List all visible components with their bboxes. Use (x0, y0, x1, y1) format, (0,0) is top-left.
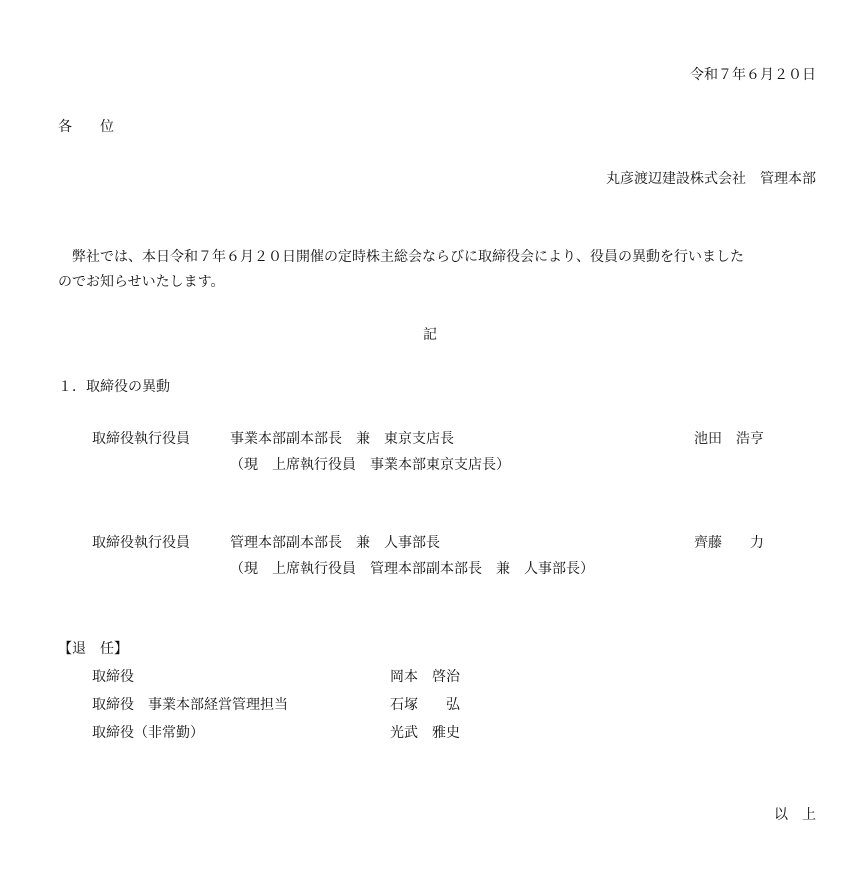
entry-name: 齊藤 力 (694, 535, 764, 551)
section-heading-retirement: 【退 任】 (58, 641, 128, 657)
record-mark: 記 (423, 327, 437, 343)
closing-mark: 以 上 (774, 807, 816, 823)
entry-current-position: （現 上席執行役員 管理本部副本部長 兼 人事部長） (230, 561, 594, 577)
entry-new-position: 事業本部副本部長 兼 東京支店長 (230, 431, 454, 447)
document-date: 令和７年６月２０日 (690, 67, 816, 83)
retirement-position: 取締役 (92, 669, 134, 685)
entry-title: 取締役執行役員 (92, 535, 190, 551)
intro-line-2: のでお知らせいたします。 (58, 274, 225, 290)
retirement-position: 取締役 事業本部経営管理担当 (92, 697, 288, 713)
retirement-position: 取締役（非常勤） (92, 725, 204, 741)
addressee: 各 位 (58, 119, 114, 135)
entry-name: 池田 浩亨 (694, 431, 764, 447)
entry-new-position: 管理本部副本部長 兼 人事部長 (230, 535, 440, 551)
intro-line-1: 弊社では、本日令和７年６月２０日開催の定時株主総会ならびに取締役会により、役員の異動を行いました (58, 249, 744, 265)
section-heading-directors: １．取締役の異動 (58, 379, 170, 395)
retirement-name: 石塚 弘 (390, 697, 460, 713)
retirement-name: 光武 雅史 (390, 725, 460, 741)
entry-title: 取締役執行役員 (92, 431, 190, 447)
sender: 丸彦渡辺建設株式会社 管理本部 (606, 171, 816, 187)
retirement-name: 岡本 啓治 (390, 669, 460, 685)
entry-current-position: （現 上席執行役員 事業本部東京支店長） (230, 457, 510, 473)
